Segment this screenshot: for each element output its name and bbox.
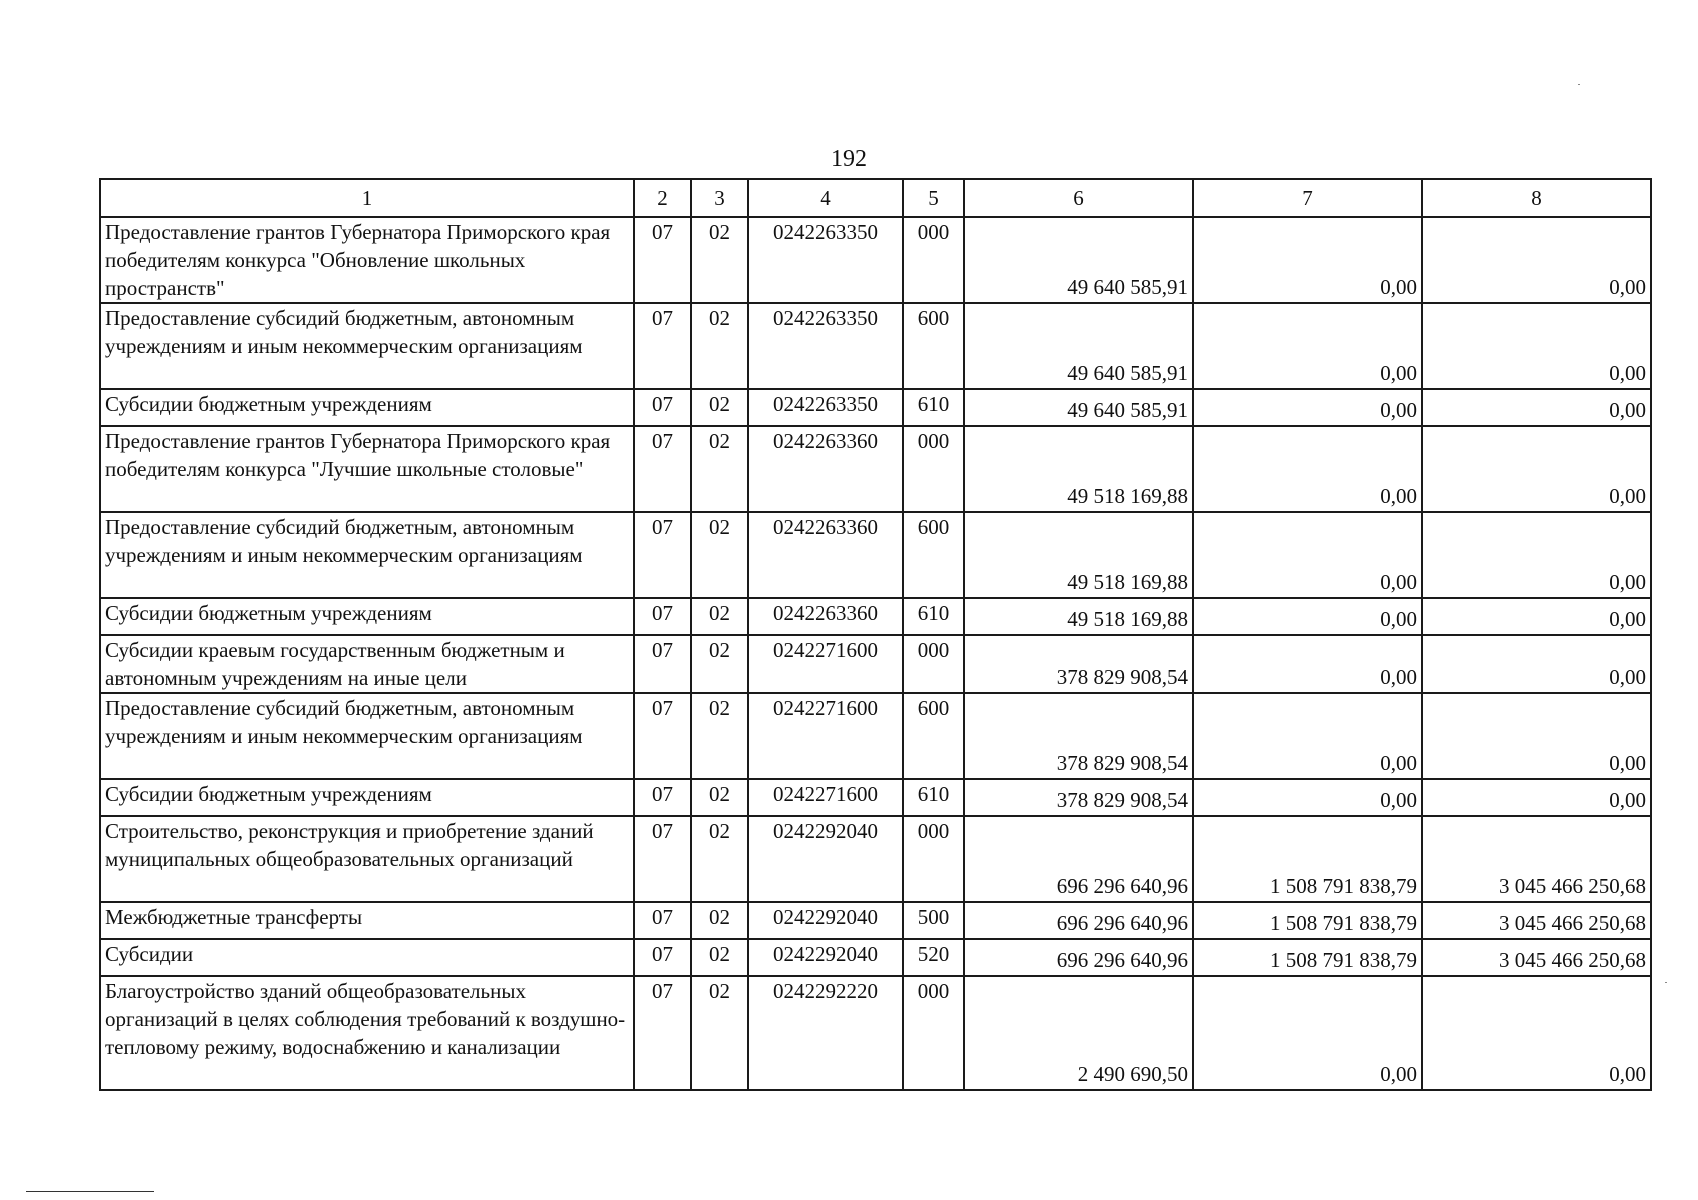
row-amount-6: 696 296 640,96: [964, 902, 1193, 939]
row-section: 07: [634, 389, 691, 426]
row-name: Предоставление грантов Губернатора Приморского края победителям конкурса "Лучшие школьные столовые": [100, 426, 634, 512]
budget-table: [99, 178, 1652, 1091]
row-section: 07: [634, 693, 691, 779]
row-section: 07: [634, 779, 691, 816]
row-amount-8: 0,00: [1422, 635, 1651, 693]
row-target-code: 0242263360: [748, 512, 903, 598]
row-amount-8: 0,00: [1422, 217, 1651, 303]
row-amount-6: 696 296 640,96: [964, 816, 1193, 902]
row-subsection: 02: [691, 512, 748, 598]
row-amount-8: 0,00: [1422, 598, 1651, 635]
row-target-code: 0242263350: [748, 217, 903, 303]
scan-speck: [1665, 982, 1667, 983]
row-amount-7: 0,00: [1193, 389, 1422, 426]
table-row: [100, 426, 1651, 512]
row-amount-6: 49 640 585,91: [964, 303, 1193, 389]
row-amount-8: 3 045 466 250,68: [1422, 939, 1651, 976]
row-subsection: 02: [691, 693, 748, 779]
row-name: Предоставление субсидий бюджетным, автономным учреждениям и иным некоммерческим организациям: [100, 512, 634, 598]
header-col-5: 5: [903, 179, 964, 217]
scan-speck: [1578, 84, 1580, 85]
row-amount-7: 0,00: [1193, 635, 1422, 693]
table-row: [100, 303, 1651, 389]
row-subsection: 02: [691, 779, 748, 816]
row-amount-8: 0,00: [1422, 426, 1651, 512]
row-section: 07: [634, 902, 691, 939]
row-amount-8: 0,00: [1422, 976, 1651, 1090]
row-amount-7: 0,00: [1193, 779, 1422, 816]
table-row: [100, 976, 1651, 1090]
row-subsection: 02: [691, 598, 748, 635]
row-name: Субсидии бюджетным учреждениям: [100, 389, 634, 426]
row-amount-6: 696 296 640,96: [964, 939, 1193, 976]
row-name: Предоставление субсидий бюджетным, автономным учреждениям и иным некоммерческим организациям: [100, 693, 634, 779]
row-amount-7: 0,00: [1193, 512, 1422, 598]
row-section: 07: [634, 303, 691, 389]
row-target-code: 0242263350: [748, 303, 903, 389]
row-amount-6: 2 490 690,50: [964, 976, 1193, 1090]
row-subsection: 02: [691, 976, 748, 1090]
row-amount-8: 3 045 466 250,68: [1422, 902, 1651, 939]
row-amount-7: 1 508 791 838,79: [1193, 939, 1422, 976]
row-amount-6: 378 829 908,54: [964, 693, 1193, 779]
row-target-code: 0242292220: [748, 976, 903, 1090]
row-name: Субсидии краевым государственным бюджетным и автономным учреждениям на иные цели: [100, 635, 634, 693]
row-section: 07: [634, 816, 691, 902]
row-section: 07: [634, 512, 691, 598]
row-amount-6: 49 640 585,91: [964, 217, 1193, 303]
header-row: [100, 179, 1651, 217]
header-col-7: 7: [1193, 179, 1422, 217]
table-row: [100, 939, 1651, 976]
row-expense-type: 610: [903, 598, 964, 635]
row-target-code: 0242271600: [748, 635, 903, 693]
row-name: Строительство, реконструкция и приобретение зданий муниципальных общеобразовательных организаций: [100, 816, 634, 902]
row-subsection: 02: [691, 816, 748, 902]
row-subsection: 02: [691, 389, 748, 426]
row-amount-8: 0,00: [1422, 779, 1651, 816]
row-amount-8: 0,00: [1422, 512, 1651, 598]
row-amount-6: 49 518 169,88: [964, 426, 1193, 512]
row-section: 07: [634, 635, 691, 693]
row-expense-type: 520: [903, 939, 964, 976]
table-row: [100, 217, 1651, 303]
header-col-6: 6: [964, 179, 1193, 217]
row-expense-type: 600: [903, 303, 964, 389]
row-expense-type: 000: [903, 976, 964, 1090]
row-amount-8: 0,00: [1422, 389, 1651, 426]
table-row: [100, 779, 1651, 816]
page-number: 192: [831, 146, 867, 172]
row-section: 07: [634, 426, 691, 512]
header-col-3: 3: [691, 179, 748, 217]
row-expense-type: 600: [903, 693, 964, 779]
row-subsection: 02: [691, 303, 748, 389]
table-row: [100, 693, 1651, 779]
table-row: [100, 816, 1651, 902]
row-expense-type: 000: [903, 217, 964, 303]
row-amount-6: 378 829 908,54: [964, 779, 1193, 816]
row-name: Субсидии бюджетным учреждениям: [100, 779, 634, 816]
header-col-2: 2: [634, 179, 691, 217]
row-name: Межбюджетные трансферты: [100, 902, 634, 939]
row-amount-7: 0,00: [1193, 693, 1422, 779]
row-amount-6: 49 518 169,88: [964, 598, 1193, 635]
table-row: [100, 902, 1651, 939]
row-subsection: 02: [691, 426, 748, 512]
row-subsection: 02: [691, 635, 748, 693]
row-expense-type: 000: [903, 816, 964, 902]
row-subsection: 02: [691, 902, 748, 939]
row-amount-6: 49 518 169,88: [964, 512, 1193, 598]
row-target-code: 0242292040: [748, 816, 903, 902]
row-section: 07: [634, 939, 691, 976]
row-expense-type: 000: [903, 426, 964, 512]
row-name: Предоставление субсидий бюджетным, автономным учреждениям и иным некоммерческим организациям: [100, 303, 634, 389]
row-expense-type: 500: [903, 902, 964, 939]
row-amount-6: 378 829 908,54: [964, 635, 1193, 693]
header-col-4: 4: [748, 179, 903, 217]
table-row: [100, 635, 1651, 693]
header-col-8: 8: [1422, 179, 1651, 217]
row-name: Субсидии: [100, 939, 634, 976]
row-expense-type: 610: [903, 389, 964, 426]
row-name: Благоустройство зданий общеобразовательных организаций в целях соблюдения требований к воздушно-тепловому режиму, водоснабжению и канализации: [100, 976, 634, 1090]
row-amount-7: 0,00: [1193, 426, 1422, 512]
row-target-code: 0242263360: [748, 598, 903, 635]
row-amount-7: 0,00: [1193, 303, 1422, 389]
row-amount-6: 49 640 585,91: [964, 389, 1193, 426]
row-target-code: 0242271600: [748, 779, 903, 816]
row-target-code: 0242292040: [748, 902, 903, 939]
row-section: 07: [634, 976, 691, 1090]
row-amount-7: 0,00: [1193, 598, 1422, 635]
footnote-rule: [26, 1191, 154, 1192]
row-subsection: 02: [691, 217, 748, 303]
row-section: 07: [634, 598, 691, 635]
table-row: [100, 389, 1651, 426]
row-target-code: 0242271600: [748, 693, 903, 779]
table-body: [100, 217, 1651, 1090]
row-amount-7: 1 508 791 838,79: [1193, 816, 1422, 902]
row-expense-type: 600: [903, 512, 964, 598]
row-name: Предоставление грантов Губернатора Приморского края победителям конкурса "Обновление школьных пространств": [100, 217, 634, 303]
row-name: Субсидии бюджетным учреждениям: [100, 598, 634, 635]
table-header: [100, 179, 1651, 217]
row-subsection: 02: [691, 939, 748, 976]
row-amount-8: 0,00: [1422, 693, 1651, 779]
row-target-code: 0242263350: [748, 389, 903, 426]
row-expense-type: 000: [903, 635, 964, 693]
row-amount-7: 0,00: [1193, 217, 1422, 303]
table-row: [100, 598, 1651, 635]
row-expense-type: 610: [903, 779, 964, 816]
header-col-1: 1: [100, 179, 634, 217]
row-amount-8: 3 045 466 250,68: [1422, 816, 1651, 902]
row-amount-7: 1 508 791 838,79: [1193, 902, 1422, 939]
row-target-code: 0242263360: [748, 426, 903, 512]
row-target-code: 0242292040: [748, 939, 903, 976]
row-amount-8: 0,00: [1422, 303, 1651, 389]
row-section: 07: [634, 217, 691, 303]
row-amount-7: 0,00: [1193, 976, 1422, 1090]
table-row: [100, 512, 1651, 598]
